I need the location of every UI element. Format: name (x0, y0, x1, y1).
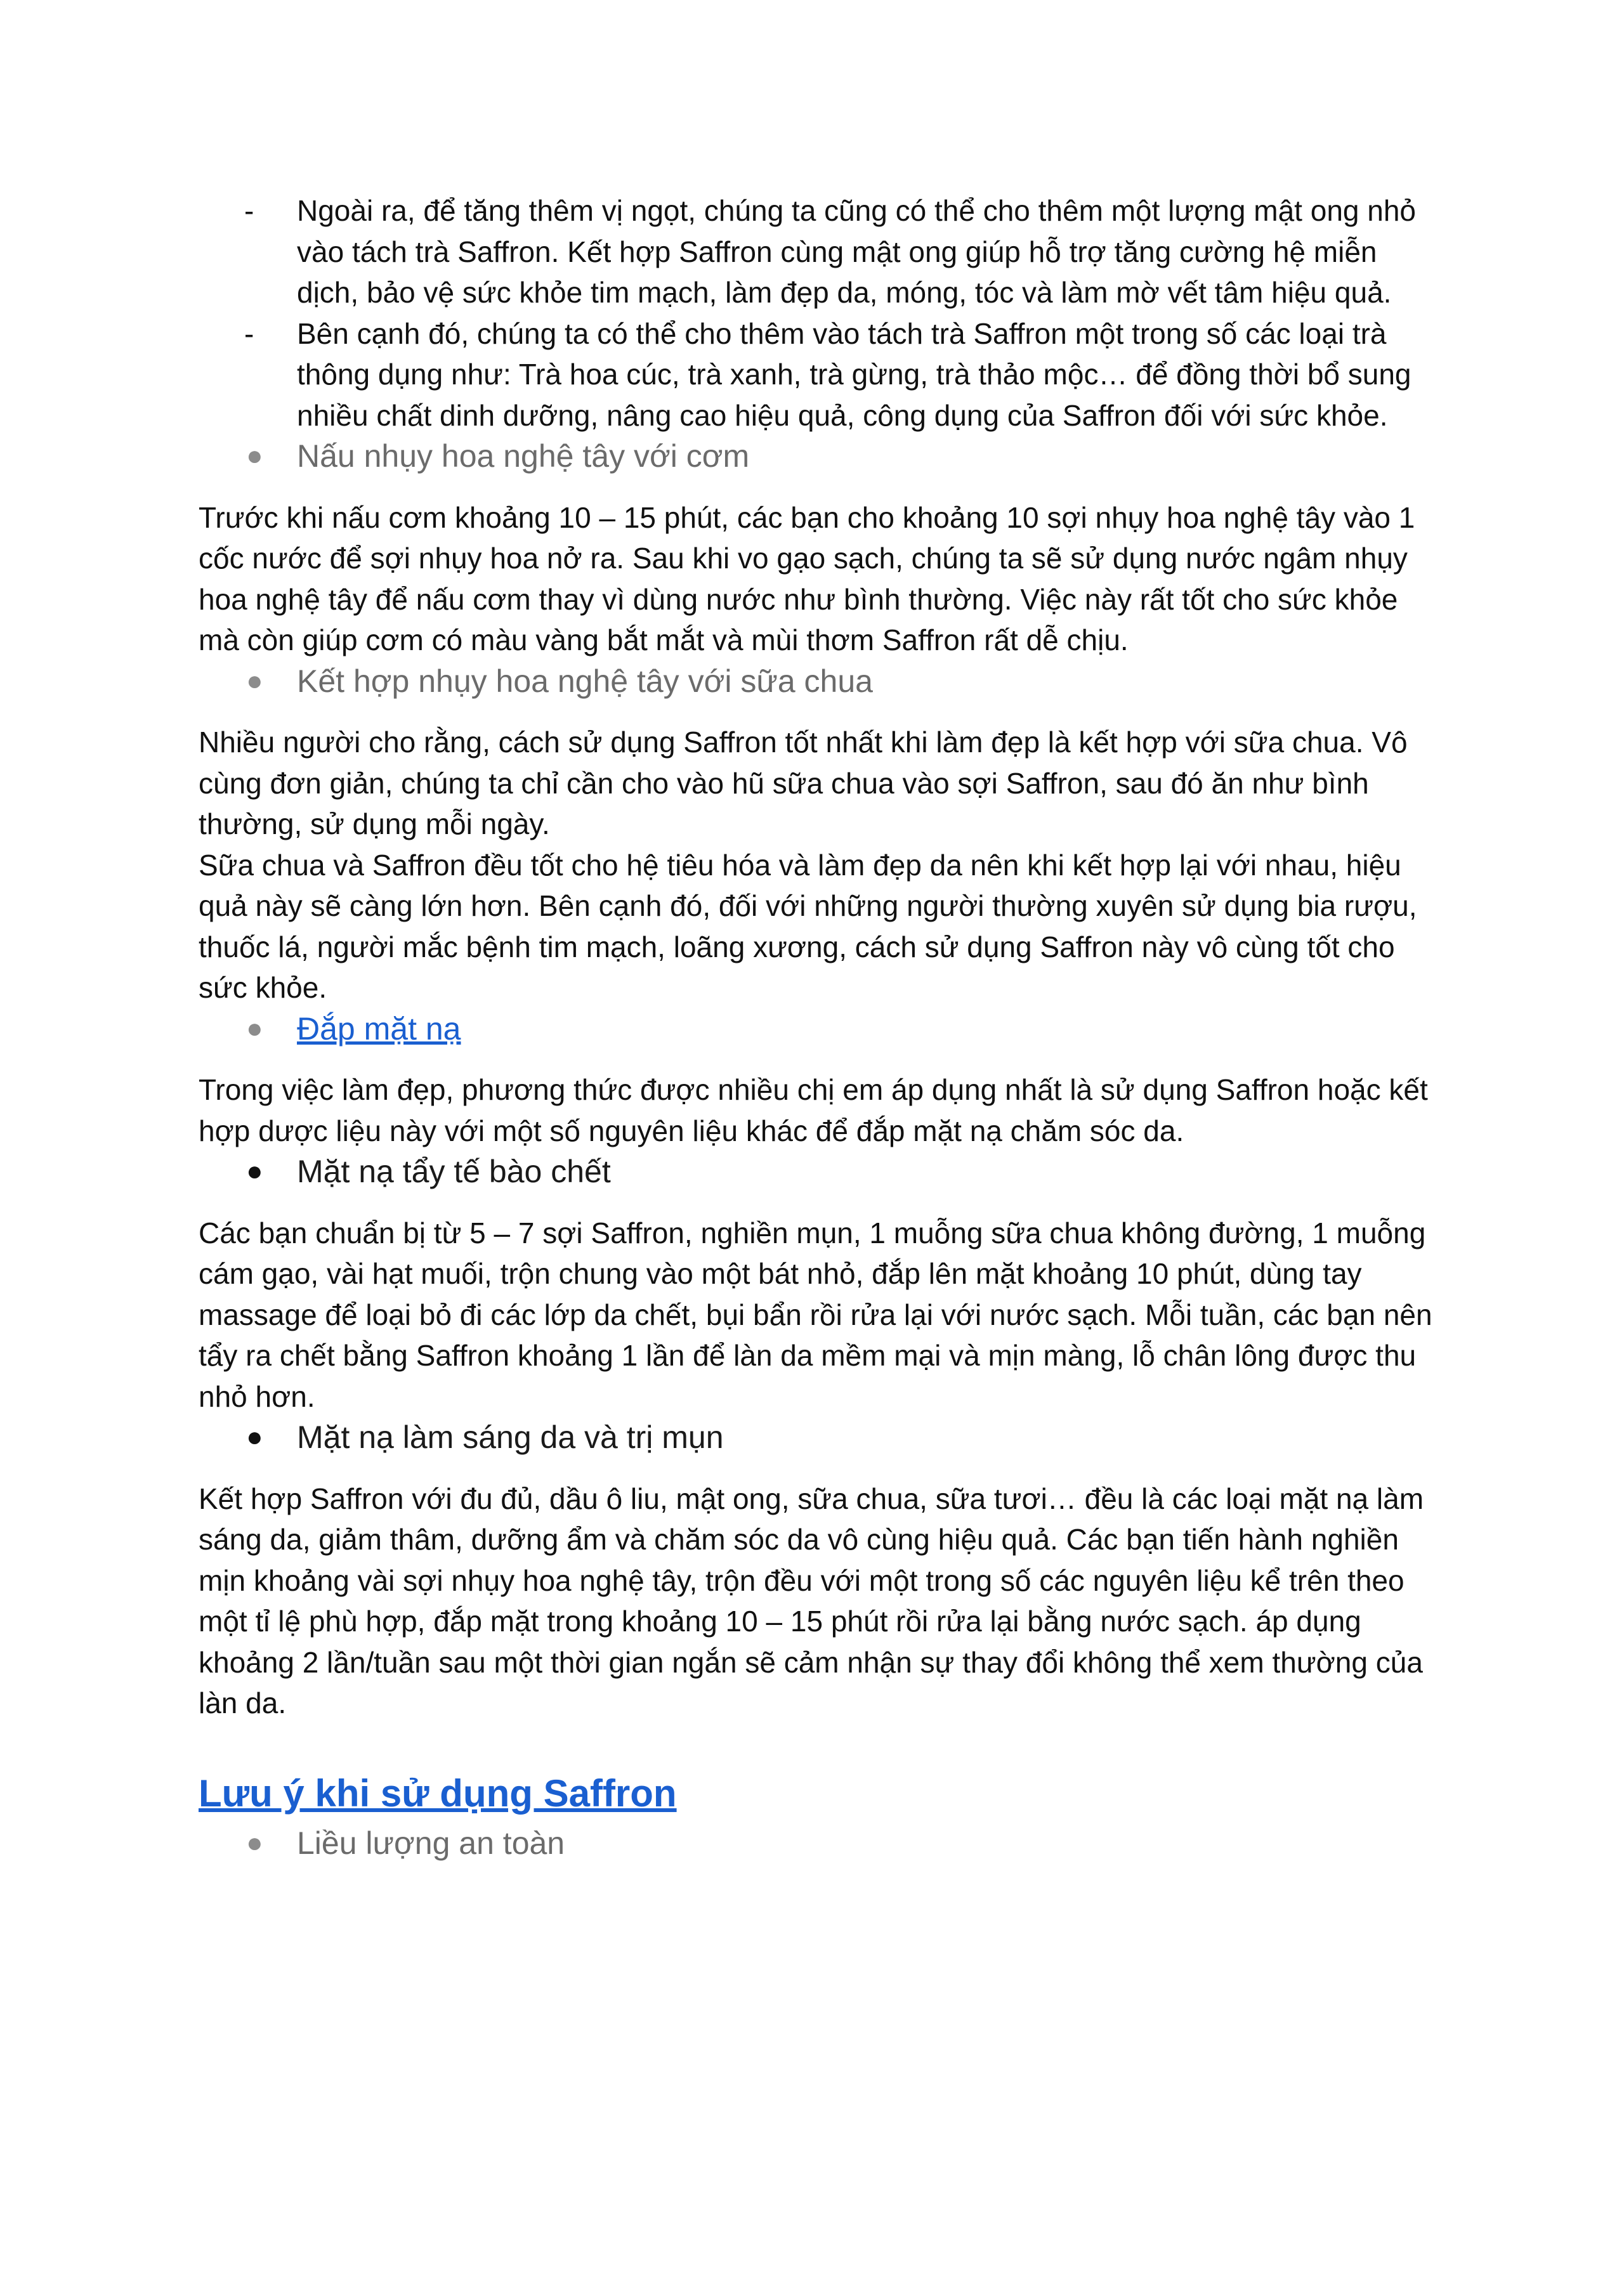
bullet-text: Nấu nhụy hoa nghệ tây với cơm (297, 438, 750, 474)
bullet-dot-icon: ● (246, 440, 263, 471)
paragraph: Sữa chua và Saffron đều tốt cho hệ tiêu hóa và làm đẹp da nên khi kết hợp lại với nhau, hiệu quả này sẽ càng lớn hơn. Bên cạnh đó, đối với những người thường xuyên sử dụng bia rượu, thuốc lá, người mắc bệnh tim mạch, loãng xương, cách sử dụng Saffron này vô cùng tốt cho sức khỏe. (199, 848, 1417, 1004)
bullet-item-exfoliating-mask (199, 1151, 1442, 1192)
face-mask-link[interactable]: Đắp mặt nạ (297, 1010, 461, 1047)
paragraph: Kết hợp Saffron với đu đủ, dầu ô liu, mật ong, sữa chua, sữa tươi… đều là các loại mặt nạ làm sáng da, giảm thâm, dưỡng ẩm và chăm sóc da vô cùng hiệu quả. Các bạn tiến hành nghiền mịn khoảng vài sợi nhụy hoa nghệ tây, trộn đều với một trong số các nguyên liệu kể trên theo một tỉ lệ phù hợp, đắp mặt trong khoảng 10 – 15 phút rồi rửa lại bằng nước sạch. áp dụng khoảng 2 lần/tuần sau một thời gian ngắn sẽ cảm nhận sự thay đổi không thể xem thường của làn da. (199, 1482, 1424, 1719)
dash-list-item (199, 190, 1442, 313)
bullet-item-cooking-rice (199, 436, 1442, 477)
paragraph: Các bạn chuẩn bị từ 5 – 7 sợi Saffron, nghiền mụn, 1 muỗng sữa chua không đường, 1 muỗng cám gạo, vài hạt muối, trộn chung vào một bát nhỏ, đắp lên mặt khoảng 10 phút, dùng tay massage để loại bỏ đi các lớp da chết, bụi bẩn rồi rửa lại với nước sạch. Mỗi tuần, các bạn nên tẩy ra chết bằng Saffron khoảng 1 lần để làn da mềm mại và mịn màng, lỗ chân lông được thu nhỏ hơn. (199, 1216, 1432, 1413)
bullet-item-face-mask[interactable] (199, 1008, 1442, 1050)
dash-marker: - (244, 316, 254, 350)
bullet-text: Mặt nạ tẩy tế bào chết (297, 1154, 611, 1189)
paragraph: Nhiều người cho rằng, cách sử dụng Saffron tốt nhất khi làm đẹp là kết hợp với sữa chua. Vô cùng đơn giản, chúng ta chỉ cần cho vào hũ sữa chua vào sợi Saffron, sau đó ăn như bình thường, sử dụng mỗi ngày. (199, 726, 1408, 840)
bullet-text: Mặt nạ làm sáng da và trị mụn (297, 1419, 724, 1455)
bullet-text: Kết hợp nhụy hoa nghệ tây với sữa chua (297, 663, 873, 699)
dash-marker: - (244, 194, 254, 227)
bullet-text: Liều lượng an toàn (297, 1825, 565, 1861)
bullet-item-yogurt (199, 661, 1442, 702)
section-heading-link[interactable]: Lưu ý khi sử dụng Saffron (199, 1771, 677, 1815)
dash-item-text: Bên cạnh đó, chúng ta có thể cho thêm vào tách trà Saffron một trong số các loại trà thông dụng như: Trà hoa cúc, trà xanh, trà gừng, trà thảo mộc… để đồng thời bổ sung nhiều chất dinh dưỡng, nâng cao hiệu quả, công dụng của Saffron đối với sức khỏe. (297, 316, 1411, 432)
bullet-dot-icon: ● (246, 1827, 263, 1858)
bullet-item-safe-dosage (199, 1823, 1442, 1864)
dash-item-text: Ngoài ra, để tăng thêm vị ngọt, chúng ta cũng có thể cho thêm một lượng mật ong nhỏ vào tách trà Saffron. Kết hợp Saffron cùng mật ong giúp hỗ trợ tăng cường hệ miễn dịch, bảo vệ sức khỏe tim mạch, làm đẹp da, móng, tóc và làm mờ vết tâm hiệu quả. (297, 194, 1417, 309)
paragraph: Trước khi nấu cơm khoảng 10 – 15 phút, các bạn cho khoảng 10 sợi nhụy hoa nghệ tây vào 1 cốc nước để sợi nhụy hoa nở ra. Sau khi vo gạo sạch, chúng ta sẽ sử dụng nước ngâm nhụy hoa nghệ tây để nấu cơm thay vì dùng nước như bình thường. Việc này rất tốt cho sức khỏe mà còn giúp cơm có màu vàng bắt mắt và mùi thơm Saffron rất dễ chịu. (199, 500, 1415, 656)
bullet-dot-icon: ● (246, 665, 263, 696)
bullet-dot-icon: ● (246, 1012, 263, 1044)
bullet-dot-icon: ● (246, 1421, 263, 1452)
bullet-item-brightening-mask (199, 1417, 1442, 1458)
bullet-dot-icon: ● (246, 1156, 263, 1187)
dash-list-item (199, 313, 1442, 436)
document-body (199, 190, 1442, 1863)
paragraph: Trong việc làm đẹp, phương thức được nhiều chị em áp dụng nhất là sử dụng Saffron hoặc kết hợp dược liệu này với một số nguyên liệu khác để đắp mặt nạ chăm sóc da. (199, 1073, 1428, 1147)
